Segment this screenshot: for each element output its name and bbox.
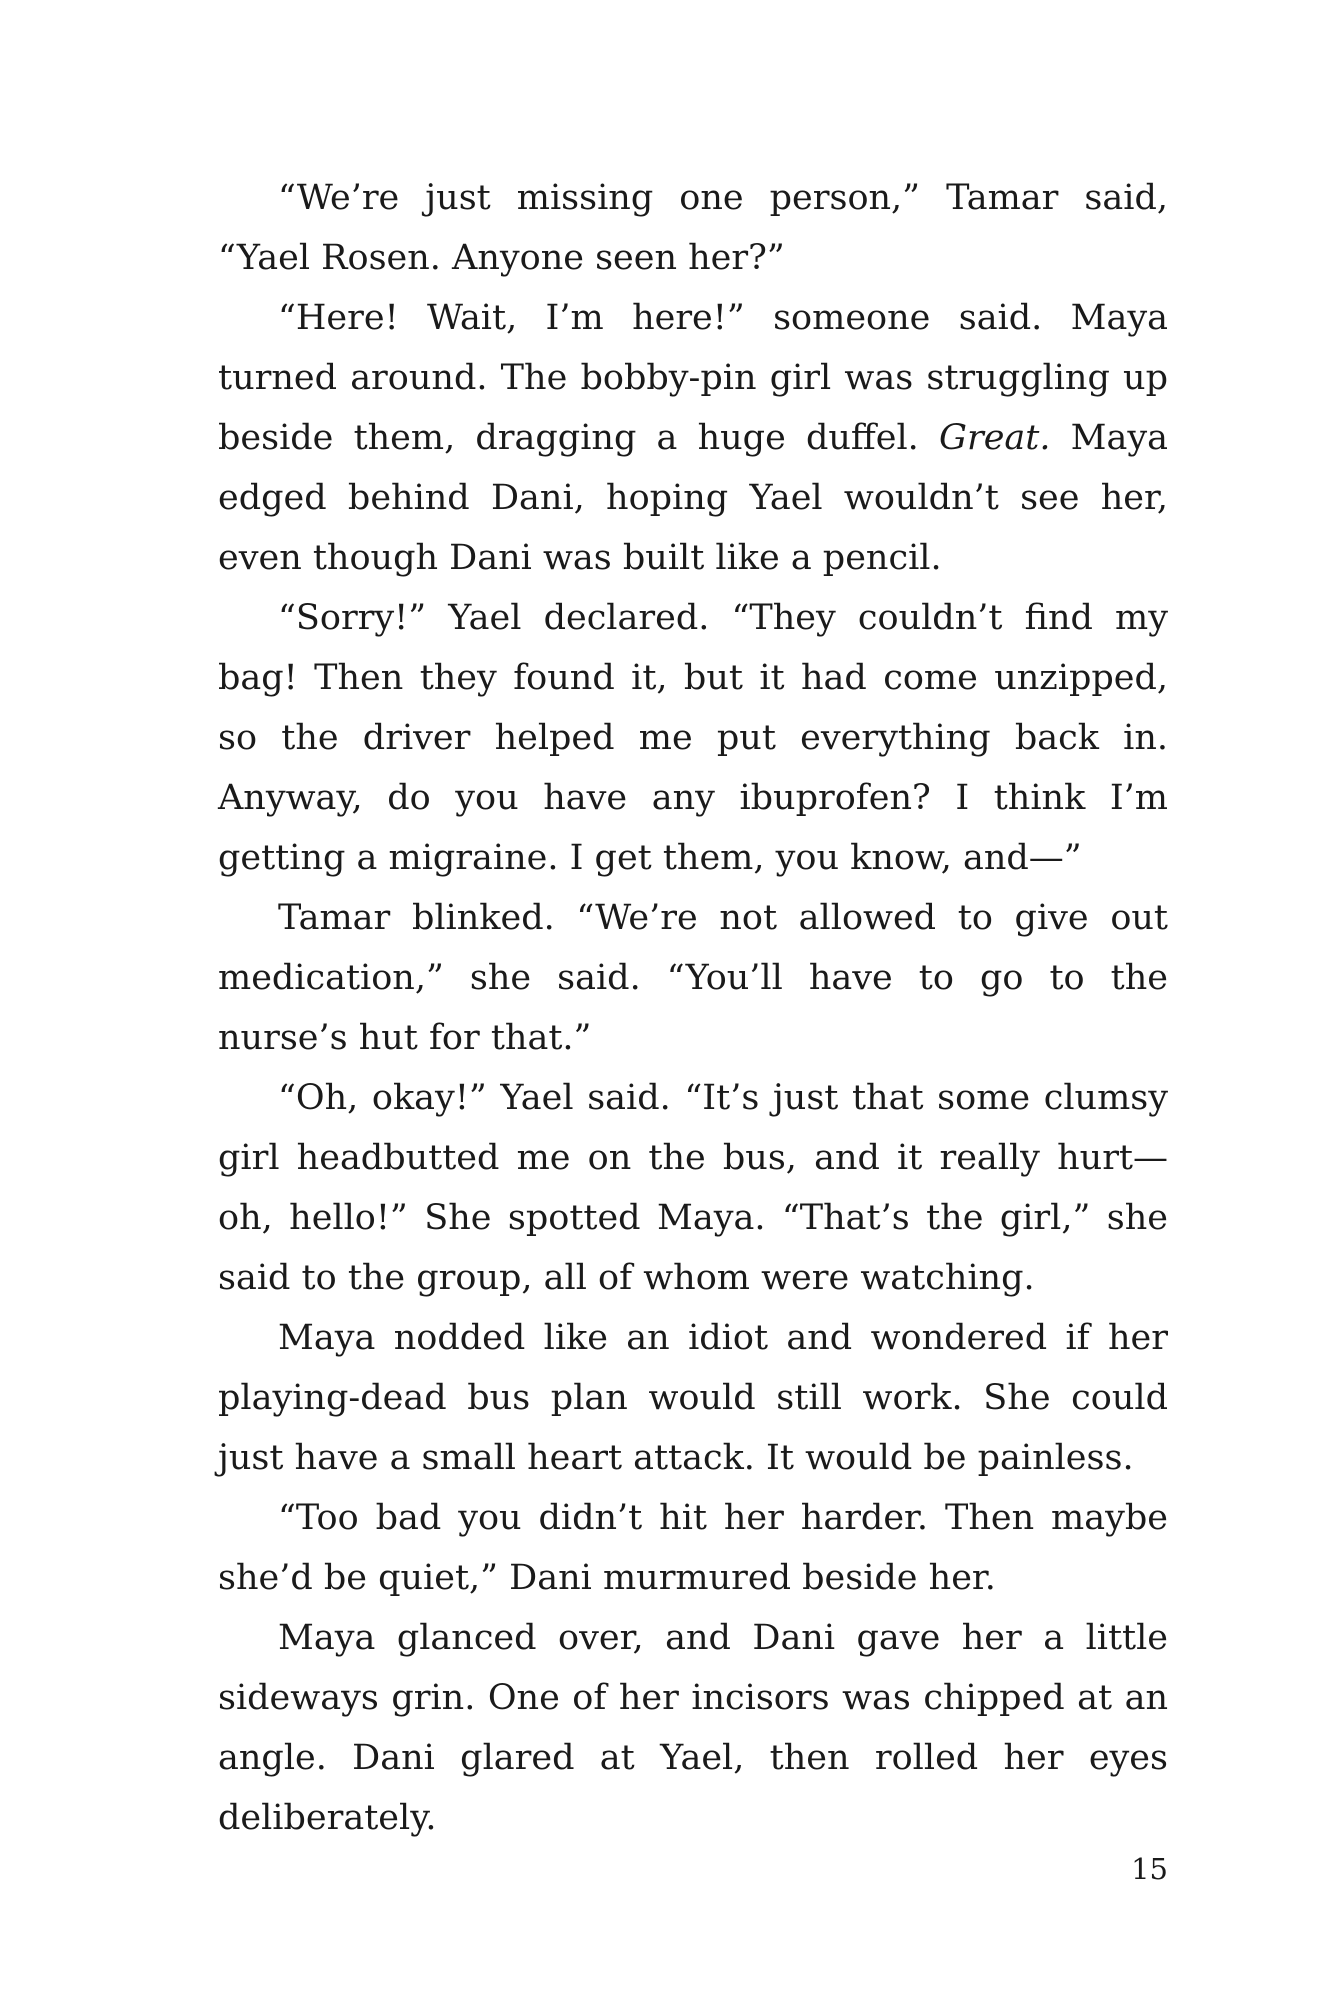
body-text: [218, 168, 1168, 1848]
paragraph-2-part-2: Maya edged behind Dani, hoping Yael wouldn’t see her, even though Dani was built like a pencil.: [218, 418, 1168, 578]
paragraph-2: [218, 288, 1168, 588]
paragraph-2-part-1: “Here! Wait, I’m here!” someone said. Maya turned around. The bobby-pin girl was struggling up beside them, dragging a huge duffel.: [218, 298, 1168, 458]
paragraph-5: “Oh, okay!” Yael said. “It’s just that some clumsy girl headbutted me on the bus, and it really hurt—oh, hello!” She spotted Maya. “That’s the girl,” she said to the group, all of whom were watching.: [218, 1078, 1168, 1298]
paragraph-1: “We’re just missing one person,” Tamar said, “Yael Rosen. Anyone seen her?”: [218, 178, 1168, 278]
paragraph-6: Maya nodded like an idiot and wondered if her playing-dead bus plan would still work. She could just have a small heart attack. It would be painless.: [218, 1318, 1168, 1478]
paragraph-2-emphasis: Great.: [939, 418, 1051, 458]
paragraph-7: “Too bad you didn’t hit her harder. Then maybe she’d be quiet,” Dani murmured beside her.: [218, 1498, 1168, 1598]
page-number: 15: [1131, 1852, 1168, 1886]
paragraph-4: Tamar blinked. “We’re not allowed to give out medication,” she said. “You’ll have to go to the nurse’s hut for that.”: [218, 898, 1168, 1058]
paragraph-3: “Sorry!” Yael declared. “They couldn’t find my bag! Then they found it, but it had come unzipped, so the driver helped me put everything back in. Anyway, do you have any ibuprofen? I think I’m getting a migraine. I get them, you know, and—”: [218, 598, 1168, 878]
paragraph-8: Maya glanced over, and Dani gave her a little sideways grin. One of her incisors was chipped at an angle. Dani glared at Yael, then rolled her eyes deliberately.: [218, 1618, 1168, 1838]
